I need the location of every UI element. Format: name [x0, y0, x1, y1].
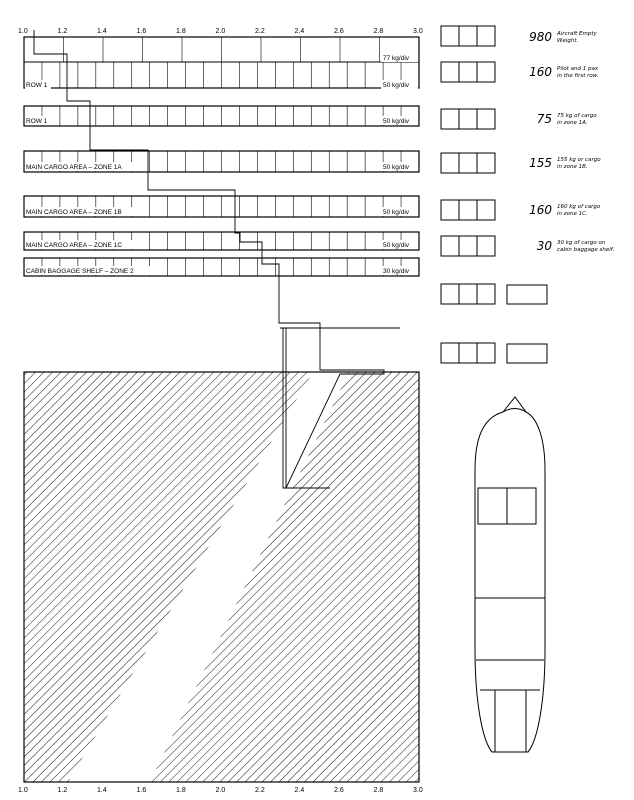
row-zone-2-scale: 30 kg/div [383, 268, 410, 275]
zero-fuel-boxes [441, 284, 495, 304]
row-zone-2-example-note1: 30 kg of cargo on [557, 240, 606, 246]
top-tick-label: 2.6 [334, 28, 344, 35]
row-1-inline-scale: 50 kg/div [383, 82, 410, 89]
row-row-1-label: ROW 1 [26, 118, 48, 125]
takeoff-boxes [441, 343, 495, 363]
cg-chart [24, 372, 419, 782]
loading-rows [24, 26, 615, 276]
row-zone-1a-example-note1: 75 kg of cargo [557, 113, 597, 119]
top-tick-label: 1.2 [57, 28, 68, 35]
row-zone-1a-example-value: 75 [536, 112, 552, 126]
row-row-1-scale: 50 kg/div [383, 118, 410, 125]
top-tick-label: 2.8 [373, 28, 384, 35]
bottom-tick-label: 3.0 [413, 787, 423, 794]
top-tick-label: 1.0 [18, 28, 28, 35]
row-zone-1c-example-note1: 160 kg of cargo [557, 204, 601, 210]
row-aircraft-empty-scale-top: 77 kg/div [383, 55, 410, 62]
row-zone-1b-example-note2: in zone 1B. [557, 164, 588, 170]
row-zone-1c-scale: 50 kg/div [383, 242, 410, 249]
row-zone-1a-example-note2: in zone 1A. [557, 120, 588, 126]
zone-1c-weight-boxes [441, 200, 495, 220]
aircraft-fuselage-outline [475, 397, 545, 752]
row-aircraft-empty-example-value: 980 [529, 30, 552, 44]
row-zone-1a-label: MAIN CARGO AREA – ZONE 1A [26, 164, 122, 171]
row-zone-2-example-value: 30 [536, 239, 552, 253]
bottom-tick-label: 1.0 [18, 787, 28, 794]
bottom-tick-label: 1.8 [176, 787, 186, 794]
row-row-1-example-note2: in the first row. [557, 73, 599, 79]
row-aircraft-empty-example-note2: Weight. [557, 38, 579, 44]
bottom-tick-label: 1.2 [57, 787, 68, 794]
bottom-tick-label: 2.8 [373, 787, 384, 794]
row-1-weight-boxes [441, 62, 495, 82]
row-zone-1b-example-value: 155 [529, 156, 552, 170]
aircraft-empty-weight-boxes [441, 26, 495, 46]
top-tick-label: 1.6 [136, 28, 147, 35]
row-zone-1b-example-note1: 155 kg or cargo [557, 157, 601, 163]
bottom-tick-label: 1.6 [136, 787, 147, 794]
top-axis-ticks [18, 28, 423, 35]
top-tick-label: 2.2 [255, 28, 265, 35]
top-tick-label: 2.4 [294, 28, 305, 35]
row-1-inline-label: ROW 1 [26, 82, 48, 89]
row-aircraft-empty-example-note1: Aircraft Empty [557, 31, 597, 37]
bottom-tick-label: 1.4 [97, 787, 107, 794]
row-zone-1b-scale: 50 kg/div [383, 209, 410, 216]
row-zone-1c-example-note2: in zone 1C. [557, 211, 588, 217]
row-zone-2-example-note2: cabin baggage shelf. [557, 247, 615, 253]
row-zone-1b-label: MAIN CARGO AREA – ZONE 1B [26, 209, 122, 216]
bottom-tick-label: 2.2 [255, 787, 265, 794]
row-zone-1c-example-value: 160 [529, 203, 552, 217]
row-row-1-example-note1: Pilot and 1 pax [557, 66, 599, 72]
bottom-tick-label: 2.4 [294, 787, 305, 794]
bottom-axis-ticks [18, 787, 423, 794]
zone-1a-weight-boxes [441, 109, 495, 129]
top-tick-label: 1.8 [176, 28, 186, 35]
aircraft-sections-diagram [475, 397, 545, 752]
bottom-tick-label: 2.0 [215, 787, 226, 794]
bottom-tick-label: 2.6 [334, 787, 344, 794]
zero-fuel-value-box [507, 285, 547, 304]
row-zone-1c-label: MAIN CARGO AREA – ZONE 1C [26, 242, 123, 249]
zone-2-weight-boxes [441, 236, 495, 256]
row-zone-2-label: CABIN BAGGAGE SHELF – ZONE 2 [26, 268, 134, 275]
row-row-1-example-value: 160 [529, 65, 552, 79]
takeoff-value-box [507, 344, 547, 363]
top-tick-label: 3.0 [413, 28, 423, 35]
zone-1b-weight-boxes [441, 153, 495, 173]
row-zone-1a-scale: 50 kg/div [383, 164, 410, 171]
top-tick-label: 1.4 [97, 28, 107, 35]
top-tick-label: 2.0 [215, 28, 226, 35]
row-zone-1a [24, 109, 597, 172]
row-aircraft-empty [24, 26, 598, 88]
